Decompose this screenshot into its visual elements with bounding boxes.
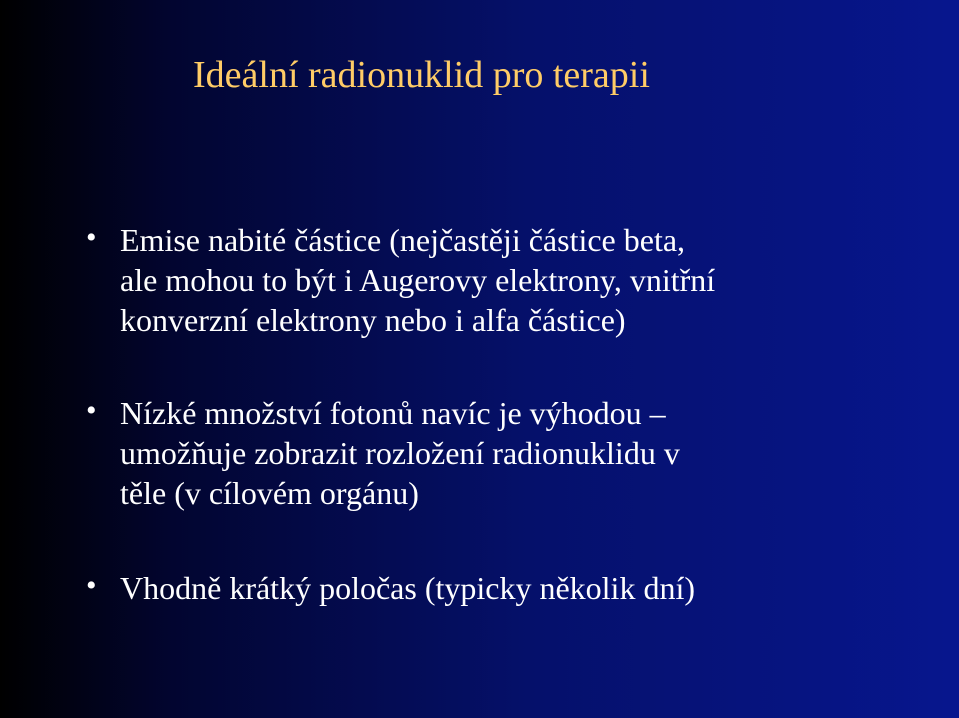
slide-title: Ideální radionuklid pro terapii <box>193 54 650 96</box>
bullet-line: Vhodně krátký poločas (typicky několik dní) <box>120 570 695 606</box>
bullet-marker: • <box>86 221 97 254</box>
bullet-line: ale mohou to být i Augerovy elektrony, vnitřní <box>120 262 716 298</box>
bullet-line: umožňuje zobrazit rozložení radionuklidu v <box>120 435 680 471</box>
bullet-marker: • <box>86 569 97 602</box>
bullet-line: konverzní elektrony nebo i alfa částice) <box>120 302 626 338</box>
bullet-line: Nízké množství fotonů navíc je výhodou – <box>120 395 666 431</box>
bullet-text-3 <box>120 568 840 608</box>
bullet-text-1 <box>120 220 840 340</box>
bullet-marker: • <box>86 394 97 427</box>
bullet-line: Emise nabité částice (nejčastěji částice beta, <box>120 222 686 258</box>
bullet-line: těle (v cílovém orgánu) <box>120 475 419 511</box>
bullet-text-2 <box>120 393 840 513</box>
